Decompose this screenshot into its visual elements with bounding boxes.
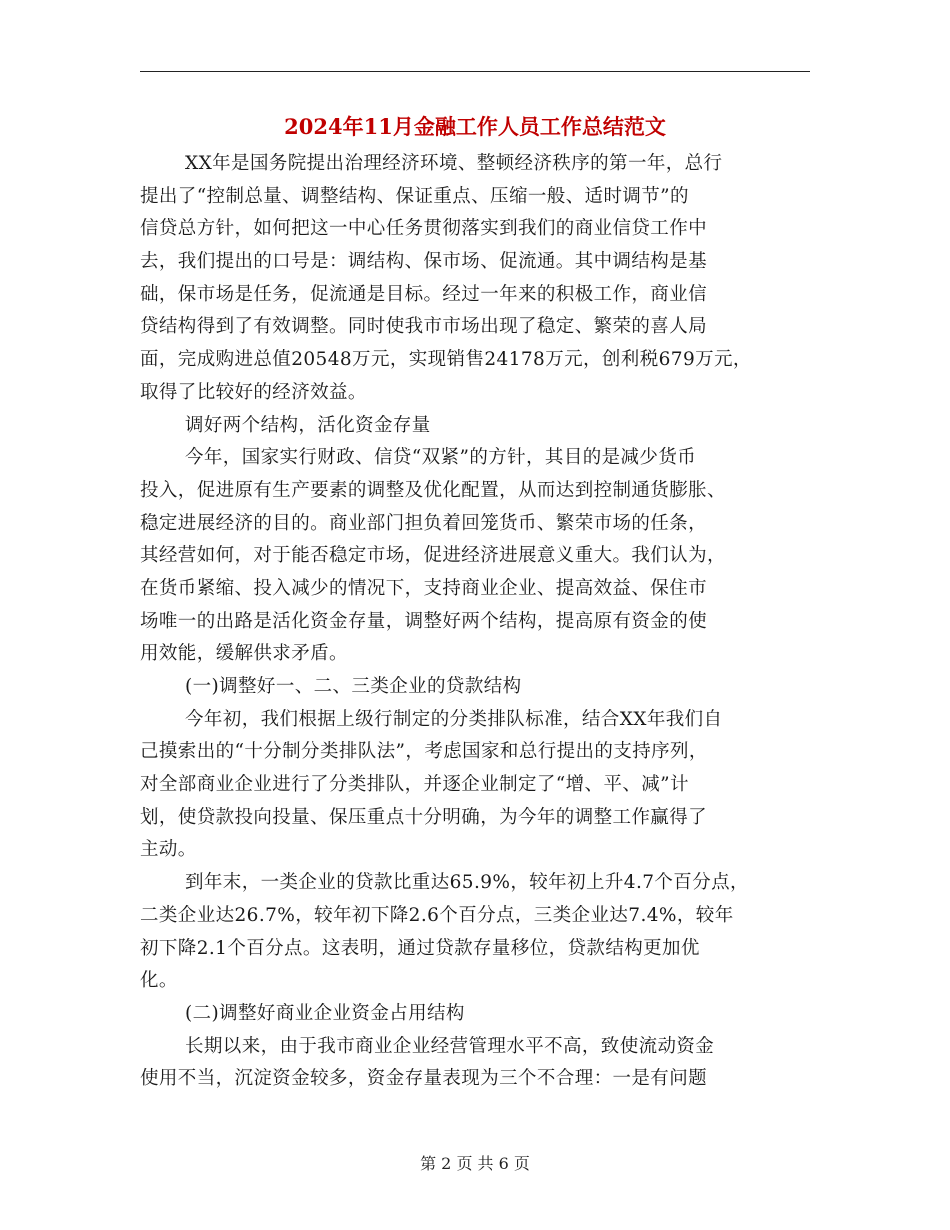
body-line: (一)调整好一、二、三类企业的贷款结构 [185, 676, 522, 697]
body-line: 划，使贷款投向投量、保压重点十分明确，为今年的调整工作赢得了 [140, 806, 708, 828]
header-rule [140, 71, 810, 72]
body-line: 己摸索出的“十分制分类排队法”，考虑国家和总行提出的支持序列， [140, 741, 708, 763]
body-line: 投入，促进原有生产要素的调整及优化配置，从而达到控制通货膨胀、 [140, 479, 726, 501]
body-line: 取得了比较好的经济效益。 [140, 381, 367, 403]
body-line: XX年是国务院提出治理经济环境、整顿经济秩序的第一年，总行 [185, 153, 723, 174]
body-line: 长期以来，由于我市商业企业经营管理水平不高，致使流动资金 [185, 1035, 715, 1057]
body-line: 化。 [140, 970, 178, 992]
body-line: 场唯一的出路是活化资金存量，调整好两个结构，提高原有资金的使 [140, 610, 708, 632]
document-title: 2024年11月金融工作人员工作总结范文 [284, 114, 666, 139]
body-line: 用效能，缓解供求矛盾。 [140, 643, 348, 665]
body-line: 二类企业达26.7%，较年初下降2.6个百分点，三类企业达7.4%，较年 [140, 904, 734, 926]
body-line: 贷结构得到了有效调整。同时使我市市场出现了稳定、繁荣的喜人局 [140, 316, 708, 338]
body-line: 主动。 [140, 839, 197, 861]
body-line: 到年末，一类企业的贷款比重达65.9%，较年初上升4.7个百分点， [185, 872, 749, 894]
body-line: 其经营如何，对于能否稳定市场，促进经济进展意义重大。我们认为， [140, 545, 726, 567]
body-line: 对全部商业企业进行了分类排队，并逐企业制定了“增、平、减”计 [140, 774, 689, 796]
body-line: 今年，国家实行财政、信贷“双紧”的方针，其目的是减少货币 [185, 447, 697, 469]
body-line: 使用不当，沉淀资金较多，资金存量表现为三个不合理：一是有问题 [140, 1068, 708, 1090]
body-line: 信贷总方针，如何把这一中心任务贯彻落实到我们的商业信贷工作中 [140, 218, 708, 240]
page-number: 第 2 页 共 6 页 [420, 1154, 530, 1173]
body-line: 础，保市场是任务，促流通是目标。经过一年来的积极工作，商业信 [140, 283, 708, 305]
body-line: 面，完成购进总值20548万元，实现销售24178万元，创利税679万元， [140, 349, 752, 371]
body-line: 初下降2.1个百分点。这表明，通过贷款存量移位，贷款结构更加优 [140, 937, 700, 959]
body-line: 调好两个结构，活化资金存量 [185, 414, 431, 436]
body-line: 去，我们提出的口号是：调结构、保市场、促流通。其中调结构是基 [140, 251, 708, 273]
body-line: 稳定进展经济的目的。商业部门担负着回笼货币、繁荣市场的任条， [140, 512, 708, 534]
document-body [140, 148, 816, 1096]
body-line: 提出了“控制总量、调整结构、保证重点、压缩一般、适时调节”的 [140, 185, 689, 207]
body-line: 今年初，我们根据上级行制定的分类排队标准，结合XX年我们自 [185, 708, 723, 730]
body-line: 在货币紧缩、投入减少的情况下，支持商业企业、提高效益、保住市 [140, 577, 708, 599]
body-line: (二)调整好商业企业资金占用结构 [185, 1002, 465, 1024]
